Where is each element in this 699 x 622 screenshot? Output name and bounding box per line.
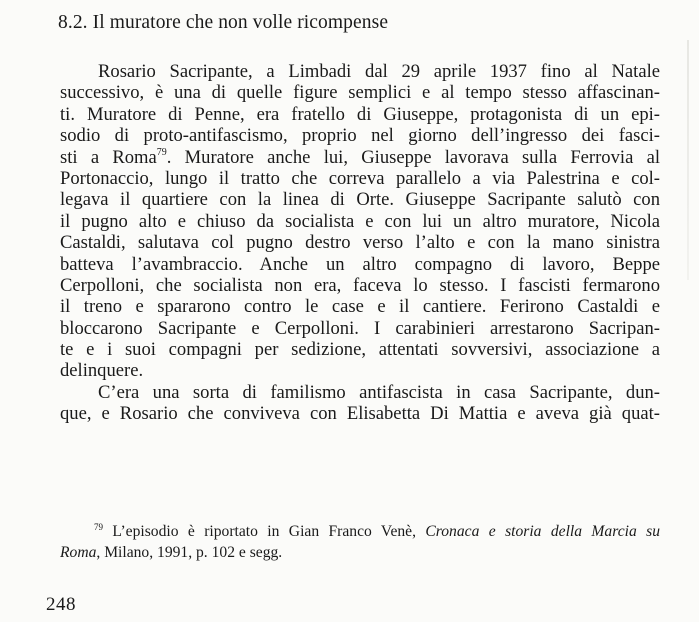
text-line: delinquere. bbox=[60, 360, 144, 382]
text-line: ti. Muratore di Penne, era fratello di Giuseppe, protagonista di un epi- bbox=[60, 103, 660, 125]
text-line: sodio di proto-antifascismo, proprio nel giorno dell’ingresso dei fasci- bbox=[60, 125, 660, 147]
footnote-text: L’episodio è riportato in Gian Franco Venè, bbox=[103, 523, 426, 540]
text-line: batteva l’avambraccio. Anche un altro compagno di lavoro, Beppe bbox=[60, 253, 660, 275]
footnote-book-title: Cronaca e storia della Marcia su bbox=[425, 523, 660, 540]
page-edge-shadow bbox=[687, 40, 689, 280]
text-line: C’era una sorta di familismo antifascista in casa Sacripante, dun- bbox=[98, 381, 660, 403]
page-number: 248 bbox=[46, 594, 76, 615]
text-line: Castaldi, salutava col pugno destro verso l’alto e con la mano sinistra bbox=[60, 232, 660, 254]
text-line: te e i suoi compagni per sedizione, attentati sovversivi, associazione a bbox=[60, 339, 660, 361]
text-line: Portonaccio, lungo il tratto che correva parallelo a via Palestrina e col- bbox=[60, 167, 660, 189]
text-line: bloccarono Sacripante e Cerpolloni. I carabinieri arrestarono Sacripan- bbox=[60, 317, 660, 339]
footnote bbox=[60, 521, 660, 563]
body-paragraphs bbox=[60, 61, 660, 425]
text-line: legava il quartiere con la linea di Orte. Giuseppe Sacripante salutò con bbox=[60, 189, 660, 211]
section-heading: 8.2. Il muratore che non volle ricompense bbox=[58, 12, 389, 33]
footnote-reference[interactable]: 79 bbox=[156, 146, 167, 158]
text-line: Rosario Sacripante, a Limbadi dal 29 aprile 1937 fino al Natale bbox=[98, 61, 660, 82]
footnote-book-title-cont: Roma bbox=[60, 544, 97, 561]
footnote-citation: , Milano, 1991, p. 102 e segg. bbox=[96, 544, 283, 561]
text-line: Cerpolloni, che socialista non era, faceva lo stesso. I fascisti fermarono bbox=[60, 274, 660, 296]
text-line: il treno e spararono contro le case e il cantiere. Ferirono Castaldi e bbox=[60, 296, 660, 318]
text-line: il pugno alto e chiuso da socialista e con lui un altro muratore, Nicola bbox=[60, 210, 660, 232]
footnote-marker: 79 bbox=[94, 522, 103, 532]
line-text: sti a Roma bbox=[60, 146, 157, 168]
footnote-line bbox=[60, 521, 660, 542]
text-line bbox=[60, 147, 660, 168]
text-line: que, e Rosario che conviveva con Elisabetta Di Mattia e aveva già quat- bbox=[60, 403, 660, 425]
footnote-line bbox=[60, 542, 660, 563]
text-line: successivo, è una di quelle figure semplici e al tempo stesso affascinan- bbox=[60, 82, 660, 104]
line-text: . Muratore anche lui, Giuseppe lavorava sulla Ferrovia al bbox=[166, 146, 660, 168]
